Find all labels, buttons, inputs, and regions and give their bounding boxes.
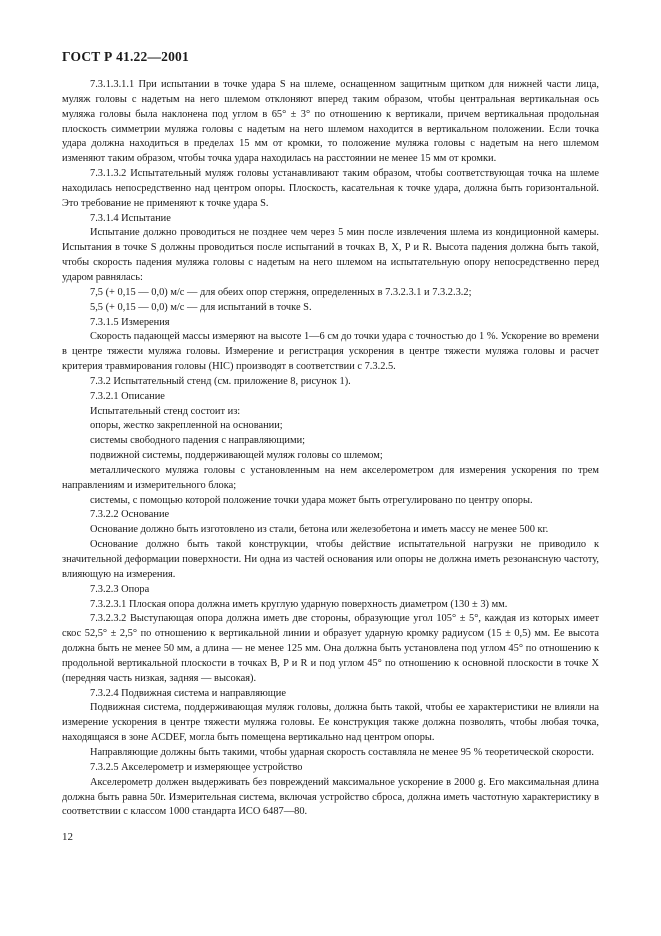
section-heading: 7.3.1.5 Измерения [90, 316, 170, 328]
paragraph: Акселерометр должен выдерживать без повреждений максимальное ускорение в 2000 g. Его максимальная длина должна быть равна 50r. Измерительная система, включая устройство сброса, должна иметь частотную характеристику в соответствии с классом 1000 стандарта ИСО 6487—80. [62, 776, 599, 818]
list-item: системы свободного падения с направляющими; [90, 435, 306, 447]
paragraph: Основание должно быть изготовлено из стали, бетона или железобетона и иметь массу не менее 500 кг. [90, 524, 549, 536]
list-item: металлического муляжа головы с установленным на нем акселерометром для измерения ускорения по трем направлениям и измерительного блока; [62, 464, 599, 491]
paragraph: Основание должно быть такой конструкции, чтобы действие испытательной нагрузки не приводило к значительной деформации поверхности. Ни одна из частей основания или опоры не должна иметь резонансную частоту, влияющую на измерения. [62, 539, 599, 580]
paragraph: Направляющие должны быть такими, чтобы ударная скорость составляла не менее 95 % теоретической скорости. [90, 746, 594, 758]
section-heading: 7.3.2.1 Описание [90, 390, 165, 402]
document-body [62, 78, 599, 820]
paragraph: Подвижная система, поддерживающая муляж головы, должна быть такой, чтобы ее характеристики не влияли на измерение ускорения в центре тяжести муляжа головы. Ее конструкция также должна позволять, чтобы любая точка, находящаяся в зоне ACDEF, могла быть помещена вертикально над центром опоры. [62, 702, 599, 744]
section-heading: 7.3.2.5 Акселерометр и измеряющее устройство [90, 761, 303, 773]
paragraph: Скорость падающей массы измеряют на высоте 1—6 см до точки удара с точностью до 1 %. Ускорение во времени в центре тяжести муляжа головы. Измерение и регистрация ускорения в центре тяжести муляжа головы и расчет критерия травмирования головы (HIC) производят в соответствии с 7.3.2.5. [62, 331, 599, 373]
section-heading: 7.3.2.2 Основание [90, 509, 170, 521]
list-item: 7,5 (+ 0,15 — 0,0) м/с — для обеих опор стержня, определенных в 7.3.2.3.1 и 7.3.2.3.2; [90, 286, 472, 298]
paragraph: Испытательный стенд состоит из: [90, 405, 241, 417]
section-heading: 7.3.2.3 Опора [90, 583, 150, 595]
section-heading: 7.3.2 Испытательный стенд (см. приложение 8, рисунок 1). [90, 375, 351, 387]
paragraph: Испытание должно проводиться не позднее чем через 5 мин после извлечения шлема из кондиционной камеры. Испытания в точке S должны проводиться после испытаний в точках B, X, P и R. Высота падения должна быть такой, чтобы скорость падения муляжа головы с надетым на него шлемом на испытательную опору непосредственно перед ударом равнялась: [62, 227, 599, 283]
document-header: ГОСТ Р 41.22—2001 [62, 49, 189, 64]
list-item: подвижной системы, поддерживающей муляж головы со шлемом; [90, 450, 383, 462]
paragraph: 7.3.2.3.1 Плоская опора должна иметь круглую ударную поверхность диаметром (130 ± 3) мм. [90, 598, 508, 610]
section-heading: 7.3.2.4 Подвижная система и направляющие [90, 687, 286, 699]
list-item: 5,5 (+ 0,15 — 0,0) м/с — для испытаний в точке S. [90, 301, 312, 313]
paragraph: 7.3.2.3.2 Выступающая опора должна иметь две стороны, образующие угол 105° ± 5°, каждая из которых имеет скос 52,5° ± 2,5° по отношению к вертикальной линии и образует ударную кромку радиусом (15 ± 0,5) мм. Ее высота должна быть не менее 50 мм, а длина — не менее 125 мм. Она должна быть установлена под углом 45° по отношению к продольной вертикальной плоскости в точках B, P и R и под углом 45° по отношению к основной плоскости в точке X (передняя часть низкая, задняя — высокая). [62, 613, 599, 684]
paragraph: 7.3.1.3.1.1 При испытании в точке удара S на шлеме, оснащенном защитным щитком для нижней части лица, муляж головы с надетым на него шлемом отклоняют вперед таким образом, чтобы центральная вертикальная ось муляжа головы была наклонена под углом в 65° ± 3° по отношению к вертикали, причем вертикальная продольная плоскость симметрии муляжа головы с надетым на него шлемом находится в вертикальном положении. Если точка удара должна находиться в пределах 15 мм от кромки, то положение муляжа головы с надетым на него шлемом изменяют таким образом, чтобы точка удара находилась на расстоянии не менее 15 мм от кромки. [62, 79, 599, 165]
page-number: 12 [62, 831, 73, 843]
list-item: системы, с помощью которой положение точки удара может быть отрегулировано по центру опоры. [90, 494, 533, 506]
list-item: опоры, жестко закрепленной на основании; [90, 420, 283, 432]
section-heading: 7.3.1.4 Испытание [90, 212, 171, 224]
paragraph: 7.3.1.3.2 Испытательный муляж головы устанавливают таким образом, чтобы соответствующая точка на шлеме находилась непосредственно над центром опоры. Плоскость, касательная к точке удара, должна быть горизонтальной. Это требование не применяют к точке удара S. [62, 168, 599, 209]
